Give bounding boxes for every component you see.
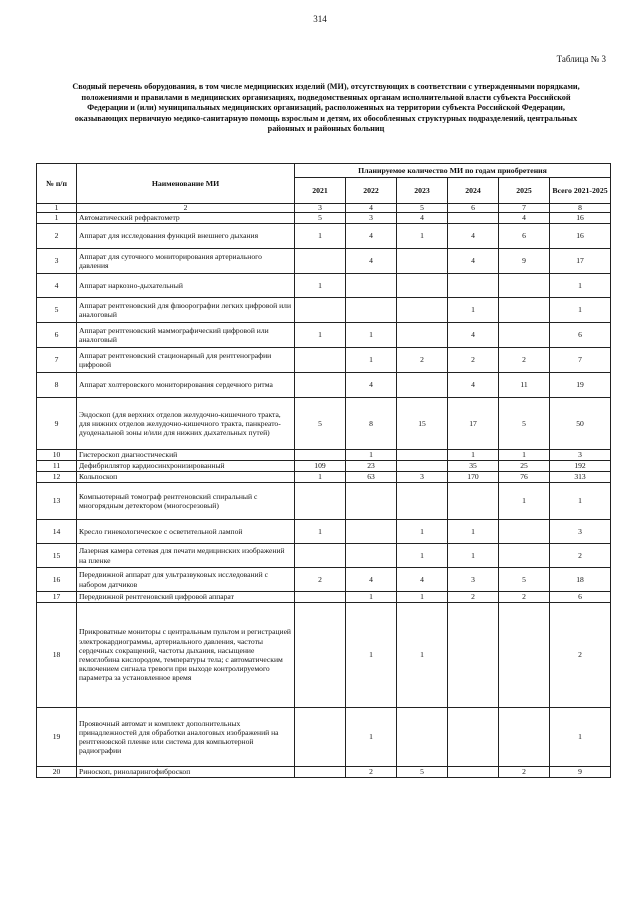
qty-total: 1 bbox=[550, 483, 611, 520]
row-number: 10 bbox=[37, 450, 77, 461]
qty-2022: 4 bbox=[346, 249, 397, 274]
table-row bbox=[37, 213, 611, 224]
equipment-name: Передвижной рентгеновский цифровой аппарат bbox=[77, 592, 295, 603]
header-year-2022: 2022 bbox=[346, 178, 397, 204]
qty-2024 bbox=[448, 483, 499, 520]
qty-2021: 1 bbox=[295, 224, 346, 249]
row-number: 8 bbox=[37, 373, 77, 398]
table-row bbox=[37, 520, 611, 544]
qty-2025: 1 bbox=[499, 450, 550, 461]
qty-2021 bbox=[295, 767, 346, 778]
equipment-name: Дефибриллятор кардиосинхронизированный bbox=[77, 461, 295, 472]
row-number: 14 bbox=[37, 520, 77, 544]
header-number: № п/п bbox=[37, 164, 77, 204]
index-cell: 8 bbox=[550, 204, 611, 213]
header-planned-quantity: Планируемое количество МИ по годам приобретения bbox=[295, 164, 611, 178]
equipment-name: Аппарат рентгеновский стационарный для рентгенографии цифровой bbox=[77, 348, 295, 373]
qty-2025 bbox=[499, 520, 550, 544]
row-number: 1 bbox=[37, 213, 77, 224]
qty-2021: 1 bbox=[295, 520, 346, 544]
row-number: 2 bbox=[37, 224, 77, 249]
qty-2023 bbox=[397, 373, 448, 398]
qty-total: 16 bbox=[550, 213, 611, 224]
qty-2021 bbox=[295, 450, 346, 461]
qty-2023: 4 bbox=[397, 213, 448, 224]
row-number: 18 bbox=[37, 603, 77, 708]
qty-total: 7 bbox=[550, 348, 611, 373]
row-number: 3 bbox=[37, 249, 77, 274]
qty-2022 bbox=[346, 544, 397, 568]
qty-2025: 2 bbox=[499, 348, 550, 373]
qty-2023 bbox=[397, 450, 448, 461]
header-year-2024: 2024 bbox=[448, 178, 499, 204]
table-row bbox=[37, 450, 611, 461]
equipment-name: Лазерная камера сетевая для печати медицинских изображений на пленке bbox=[77, 544, 295, 568]
row-number: 11 bbox=[37, 461, 77, 472]
qty-2025 bbox=[499, 603, 550, 708]
qty-2024 bbox=[448, 708, 499, 767]
qty-2021 bbox=[295, 373, 346, 398]
qty-2021: 5 bbox=[295, 213, 346, 224]
equipment-name: Аппарат рентгеновский для флюорографии легких цифровой или аналоговый bbox=[77, 298, 295, 323]
equipment-name: Компьютерный томограф рентгеновский спиральный с многорядным детектором (многосрезовый) bbox=[77, 483, 295, 520]
qty-2021: 109 bbox=[295, 461, 346, 472]
qty-2024: 4 bbox=[448, 224, 499, 249]
index-cell: 3 bbox=[295, 204, 346, 213]
row-number: 20 bbox=[37, 767, 77, 778]
qty-2023: 2 bbox=[397, 348, 448, 373]
table-row bbox=[37, 603, 611, 708]
table-row bbox=[37, 274, 611, 298]
row-number: 5 bbox=[37, 298, 77, 323]
qty-2022: 63 bbox=[346, 472, 397, 483]
equipment-name: Аппарат для исследования функций внешнего дыхания bbox=[77, 224, 295, 249]
qty-2022: 1 bbox=[346, 603, 397, 708]
qty-2023: 4 bbox=[397, 568, 448, 592]
qty-total: 1 bbox=[550, 274, 611, 298]
qty-2024: 3 bbox=[448, 568, 499, 592]
qty-2025: 9 bbox=[499, 249, 550, 274]
qty-2021 bbox=[295, 603, 346, 708]
table-row bbox=[37, 483, 611, 520]
table-row bbox=[37, 544, 611, 568]
index-cell: 4 bbox=[346, 204, 397, 213]
qty-2025 bbox=[499, 323, 550, 348]
equipment-name: Аппарат наркозно-дыхательный bbox=[77, 274, 295, 298]
qty-2025: 25 bbox=[499, 461, 550, 472]
qty-total: 3 bbox=[550, 450, 611, 461]
qty-2023 bbox=[397, 708, 448, 767]
qty-total: 9 bbox=[550, 767, 611, 778]
qty-total: 313 bbox=[550, 472, 611, 483]
equipment-name: Кресло гинекологическое с осветительной лампой bbox=[77, 520, 295, 544]
qty-2024: 1 bbox=[448, 520, 499, 544]
qty-2025: 11 bbox=[499, 373, 550, 398]
qty-2023 bbox=[397, 483, 448, 520]
qty-2021 bbox=[295, 348, 346, 373]
qty-2022: 1 bbox=[346, 348, 397, 373]
header-year-2025: 2025 bbox=[499, 178, 550, 204]
qty-2023: 3 bbox=[397, 472, 448, 483]
qty-2023: 1 bbox=[397, 544, 448, 568]
qty-2024: 2 bbox=[448, 592, 499, 603]
qty-2025: 5 bbox=[499, 398, 550, 450]
qty-2022: 3 bbox=[346, 213, 397, 224]
table-row bbox=[37, 461, 611, 472]
qty-2025: 2 bbox=[499, 592, 550, 603]
qty-2023: 1 bbox=[397, 603, 448, 708]
qty-2022: 4 bbox=[346, 224, 397, 249]
qty-2022 bbox=[346, 298, 397, 323]
header-year-2023: 2023 bbox=[397, 178, 448, 204]
qty-2024: 2 bbox=[448, 348, 499, 373]
qty-2023: 5 bbox=[397, 767, 448, 778]
qty-total: 3 bbox=[550, 520, 611, 544]
table-row bbox=[37, 348, 611, 373]
row-number: 9 bbox=[37, 398, 77, 450]
qty-2024: 1 bbox=[448, 450, 499, 461]
equipment-name: Аппарат холтеровского мониторирования сердечного ритма bbox=[77, 373, 295, 398]
qty-2025: 4 bbox=[499, 213, 550, 224]
header-year-2021: 2021 bbox=[295, 178, 346, 204]
qty-2023 bbox=[397, 461, 448, 472]
qty-2024: 1 bbox=[448, 298, 499, 323]
qty-2023: 1 bbox=[397, 592, 448, 603]
qty-2022: 23 bbox=[346, 461, 397, 472]
qty-2024 bbox=[448, 603, 499, 708]
table-row bbox=[37, 323, 611, 348]
qty-2022: 1 bbox=[346, 708, 397, 767]
row-number: 15 bbox=[37, 544, 77, 568]
row-number: 13 bbox=[37, 483, 77, 520]
table-row bbox=[37, 298, 611, 323]
equipment-name: Кольпоскоп bbox=[77, 472, 295, 483]
qty-total: 2 bbox=[550, 603, 611, 708]
table-row bbox=[37, 398, 611, 450]
index-cell: 7 bbox=[499, 204, 550, 213]
qty-2021: 1 bbox=[295, 472, 346, 483]
qty-2023 bbox=[397, 298, 448, 323]
qty-2024: 4 bbox=[448, 323, 499, 348]
qty-2022: 4 bbox=[346, 373, 397, 398]
qty-2022 bbox=[346, 520, 397, 544]
qty-2025 bbox=[499, 708, 550, 767]
qty-2021 bbox=[295, 708, 346, 767]
table-row bbox=[37, 373, 611, 398]
qty-total: 50 bbox=[550, 398, 611, 450]
qty-2024: 4 bbox=[448, 249, 499, 274]
qty-total: 1 bbox=[550, 298, 611, 323]
qty-2023: 1 bbox=[397, 520, 448, 544]
equipment-name: Прикроватные мониторы с центральным пультом и регистрацией электрокардиограммы, артериального давления, частоты сердечных сокращений, частоты дыхания, насыщение гемоглобина кислородом, температуры тела; с автоматическим включением сигнала тревоги при выходе контролируемого параметра за установленное время bbox=[77, 603, 295, 708]
qty-2022: 2 bbox=[346, 767, 397, 778]
qty-total: 192 bbox=[550, 461, 611, 472]
document-title: Сводный перечень оборудования, в том числе медицинских изделий (МИ), отсутствующих в соответствии с утвержденными порядками, положениями и правилами в медицинских организациях, подведомственных органам исполнительной власти субъекта Российской Федерации и (или) муниципальных медицинских организаций, расположенных на территории субъекта Российской Федерации, оказывающих первичную медико-санитарную помощь взрослым и детям, их обособленных структурных подразделений, центральных районных и районных больниц bbox=[72, 82, 580, 134]
qty-2021 bbox=[295, 483, 346, 520]
qty-2023 bbox=[397, 249, 448, 274]
table-row bbox=[37, 249, 611, 274]
qty-2025: 2 bbox=[499, 767, 550, 778]
qty-total: 2 bbox=[550, 544, 611, 568]
qty-2022: 4 bbox=[346, 568, 397, 592]
qty-total: 16 bbox=[550, 224, 611, 249]
row-number: 7 bbox=[37, 348, 77, 373]
equipment-name: Гистероскоп диагностический bbox=[77, 450, 295, 461]
qty-2025: 6 bbox=[499, 224, 550, 249]
qty-2025 bbox=[499, 274, 550, 298]
qty-2021 bbox=[295, 298, 346, 323]
qty-2023 bbox=[397, 323, 448, 348]
qty-2025: 5 bbox=[499, 568, 550, 592]
equipment-name: Риноскоп, риноларингофиброскоп bbox=[77, 767, 295, 778]
index-cell: 2 bbox=[77, 204, 295, 213]
qty-2024: 4 bbox=[448, 373, 499, 398]
row-number: 12 bbox=[37, 472, 77, 483]
qty-2025 bbox=[499, 298, 550, 323]
qty-2022: 1 bbox=[346, 592, 397, 603]
index-cell: 5 bbox=[397, 204, 448, 213]
row-number: 17 bbox=[37, 592, 77, 603]
qty-total: 19 bbox=[550, 373, 611, 398]
qty-2024 bbox=[448, 767, 499, 778]
equipment-name: Аппарат рентгеновский маммографический цифровой или аналоговый bbox=[77, 323, 295, 348]
table-row bbox=[37, 472, 611, 483]
header-name: Наименование МИ bbox=[77, 164, 295, 204]
qty-2021: 5 bbox=[295, 398, 346, 450]
equipment-table bbox=[36, 163, 611, 778]
equipment-name: Передвижной аппарат для ультразвуковых исследований с набором датчиков bbox=[77, 568, 295, 592]
qty-2024 bbox=[448, 274, 499, 298]
qty-total: 18 bbox=[550, 568, 611, 592]
qty-2024: 170 bbox=[448, 472, 499, 483]
qty-2022: 1 bbox=[346, 450, 397, 461]
qty-2024: 1 bbox=[448, 544, 499, 568]
qty-2021 bbox=[295, 544, 346, 568]
qty-total: 6 bbox=[550, 592, 611, 603]
row-number: 19 bbox=[37, 708, 77, 767]
table-row bbox=[37, 708, 611, 767]
qty-2025: 76 bbox=[499, 472, 550, 483]
table-body bbox=[37, 204, 611, 778]
qty-total: 1 bbox=[550, 708, 611, 767]
qty-2021: 1 bbox=[295, 323, 346, 348]
qty-2021 bbox=[295, 249, 346, 274]
qty-2024: 35 bbox=[448, 461, 499, 472]
table-row bbox=[37, 767, 611, 778]
qty-2022 bbox=[346, 483, 397, 520]
qty-2023: 15 bbox=[397, 398, 448, 450]
qty-2025 bbox=[499, 544, 550, 568]
table-row bbox=[37, 592, 611, 603]
qty-2021: 1 bbox=[295, 274, 346, 298]
qty-2023 bbox=[397, 274, 448, 298]
qty-2024: 17 bbox=[448, 398, 499, 450]
table-row bbox=[37, 568, 611, 592]
qty-2024 bbox=[448, 213, 499, 224]
qty-2022: 8 bbox=[346, 398, 397, 450]
index-cell: 1 bbox=[37, 204, 77, 213]
qty-2022: 1 bbox=[346, 323, 397, 348]
qty-total: 6 bbox=[550, 323, 611, 348]
equipment-name: Автоматический рефрактометр bbox=[77, 213, 295, 224]
qty-2025: 1 bbox=[499, 483, 550, 520]
page-number: 314 bbox=[313, 14, 327, 24]
qty-2021: 2 bbox=[295, 568, 346, 592]
qty-2023: 1 bbox=[397, 224, 448, 249]
qty-2021 bbox=[295, 592, 346, 603]
qty-2022 bbox=[346, 274, 397, 298]
table-label: Таблица № 3 bbox=[556, 54, 606, 64]
header-total: Всего 2021-2025 bbox=[550, 178, 611, 204]
qty-total: 17 bbox=[550, 249, 611, 274]
row-number: 4 bbox=[37, 274, 77, 298]
equipment-name: Аппарат для суточного мониторирования артериального давления bbox=[77, 249, 295, 274]
index-cell: 6 bbox=[448, 204, 499, 213]
row-number: 6 bbox=[37, 323, 77, 348]
column-index-row bbox=[37, 204, 611, 213]
equipment-name: Проявочный автомат и комплект дополнительных принадлежностей для обработки аналоговых изображений на рентгеновской пленке или система для компьютерной радиографии bbox=[77, 708, 295, 767]
equipment-name: Эндоскоп (для верхних отделов желудочно-кишечного тракта, для нижних отделов желудочно-кишечного тракта, панкреато-дуоденальной зоны и/или для нижних дыхательных путей) bbox=[77, 398, 295, 450]
row-number: 16 bbox=[37, 568, 77, 592]
table-row bbox=[37, 224, 611, 249]
